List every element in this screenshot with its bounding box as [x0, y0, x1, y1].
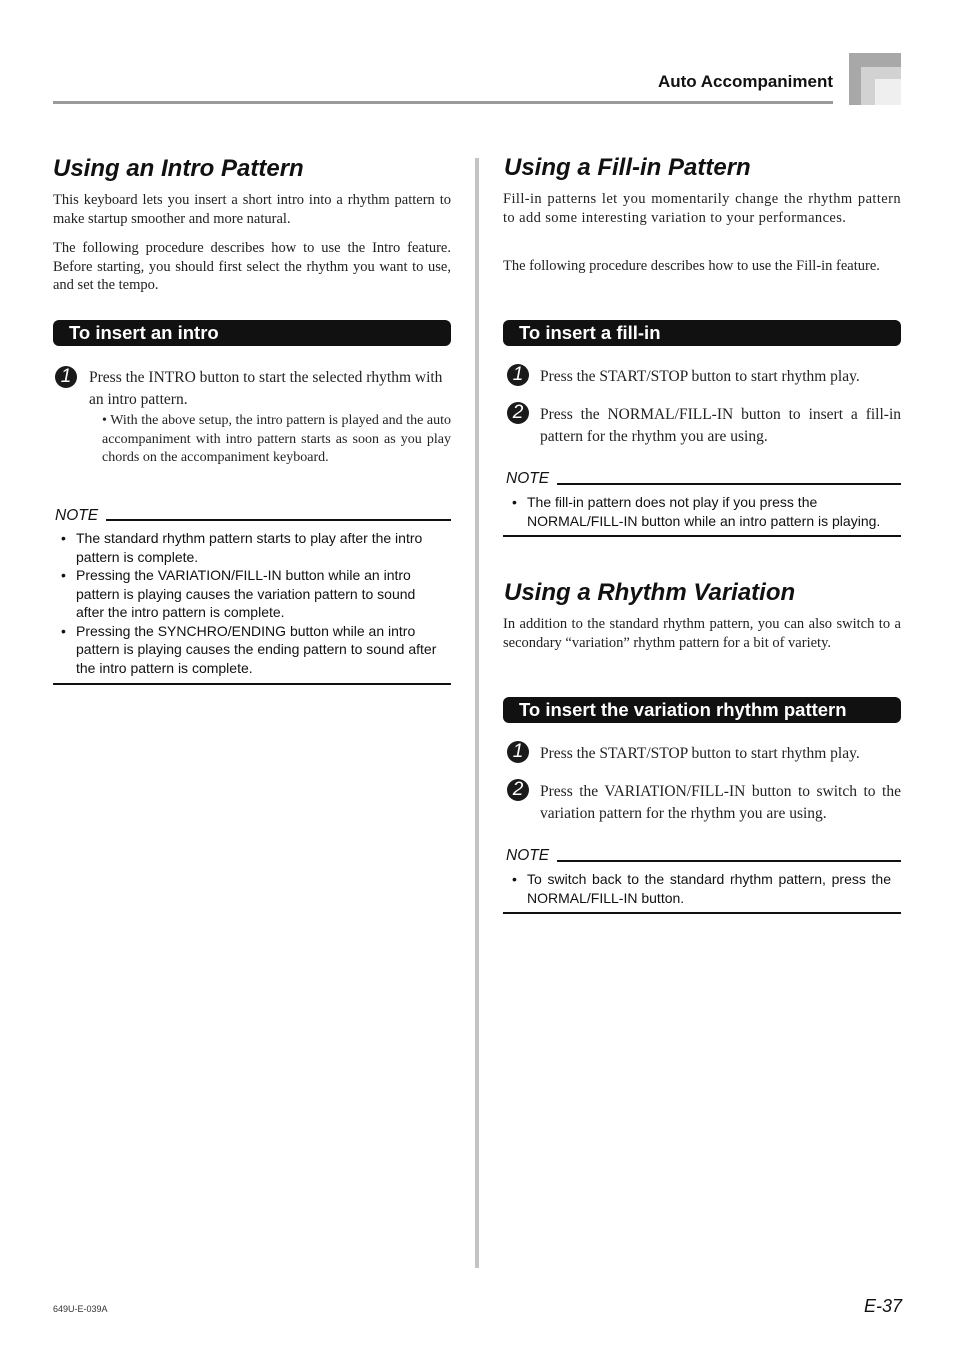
intro-para-2: The following procedure describes how to use the Intro feature. Before starting, you should first select the rhythm you want to use, and set the tempo. — [53, 240, 451, 293]
note-rule-intro — [106, 519, 451, 521]
note-end-rule-intro — [53, 683, 451, 685]
note-label-variation: NOTE — [506, 847, 550, 864]
step-number-2: 2 — [507, 779, 529, 801]
column-divider — [475, 158, 479, 1268]
page-tab-decoration — [849, 53, 901, 105]
note-item: • The standard rhythm pattern starts to play after the intro pattern is complete. — [53, 529, 440, 566]
intro-para-1: This keyboard lets you insert a short intro into a rhythm pattern to make startup smoother and more natural. — [53, 192, 451, 227]
variation-step-2-text: Press the VARIATION/FILL-IN button to switch to the variation pattern for the rhythm you are using. — [540, 783, 901, 822]
section-title-intro: Using an Intro Pattern — [53, 155, 304, 182]
note-rule-variation — [557, 860, 901, 862]
intro-step-1-subnote: • With the above setup, the intro pattern is played and the auto accompaniment with intro pattern starts as soon as you play chords on the accompaniment keyboard. — [102, 413, 451, 465]
note-label-intro: NOTE — [55, 507, 99, 524]
note-list-fill-in — [504, 493, 891, 530]
note-item: • Pressing the VARIATION/FILL-IN button while an intro pattern is playing causes the variation pattern to sound after the intro pattern is complete. — [53, 566, 440, 622]
step-number-1: 1 — [507, 364, 529, 386]
variation-para-1: In addition to the standard rhythm pattern, you can also switch to a secondary “variation” rhythm pattern for a bit of variety. — [503, 616, 901, 651]
step-number-1: 1 — [55, 366, 77, 388]
note-end-rule-fill-in — [503, 535, 901, 537]
note-end-rule-variation — [503, 912, 901, 914]
note-item: • To switch back to the standard rhythm pattern, press the NORMAL/FILL-IN button. — [504, 870, 891, 907]
note-item: • Pressing the SYNCHRO/ENDING button while an intro pattern is playing causes the ending pattern to sound after the intro pattern is complete. — [53, 622, 440, 678]
note-rule-fill-in — [557, 483, 901, 485]
running-header: Auto Accompaniment — [657, 72, 833, 91]
fill-in-step-2-text: Press the NORMAL/FILL-IN button to insert a fill-in pattern for the rhythm you are using. — [540, 406, 901, 445]
subsection-bar-insert-fill-in: To insert a fill-in — [503, 320, 901, 346]
header-rule — [53, 101, 833, 104]
intro-step-1-text: Press the INTRO button to start the selected rhythm with an intro pattern. — [89, 369, 443, 408]
section-title-rhythm-variation: Using a Rhythm Variation — [504, 579, 796, 606]
step-number-1: 1 — [507, 741, 529, 763]
note-list-variation — [504, 870, 891, 907]
subsection-bar-insert-variation: To insert the variation rhythm pattern — [503, 697, 901, 723]
note-list-intro — [53, 529, 440, 677]
section-title-fill-in: Using a Fill-in Pattern — [504, 154, 751, 181]
note-item: • The fill-in pattern does not play if you press the NORMAL/FILL-IN button while an intro pattern is playing. — [504, 493, 891, 530]
note-label-fill-in: NOTE — [506, 470, 550, 487]
document-code: 649U-E-039A — [53, 1304, 108, 1314]
fill-in-para-2: The following procedure describes how to use the Fill-in feature. — [503, 258, 880, 274]
fill-in-para-1: Fill-in patterns let you momentarily change the rhythm pattern to add some interesting variation to your performances. — [503, 191, 901, 226]
step-number-2: 2 — [507, 402, 529, 424]
subsection-bar-insert-intro: To insert an intro — [53, 320, 451, 346]
fill-in-step-1-text: Press the START/STOP button to start rhythm play. — [540, 368, 860, 385]
page-number: E-37 — [863, 1296, 902, 1316]
variation-step-1-text: Press the START/STOP button to start rhythm play. — [540, 745, 860, 762]
page-tab-inner-light — [875, 79, 901, 105]
